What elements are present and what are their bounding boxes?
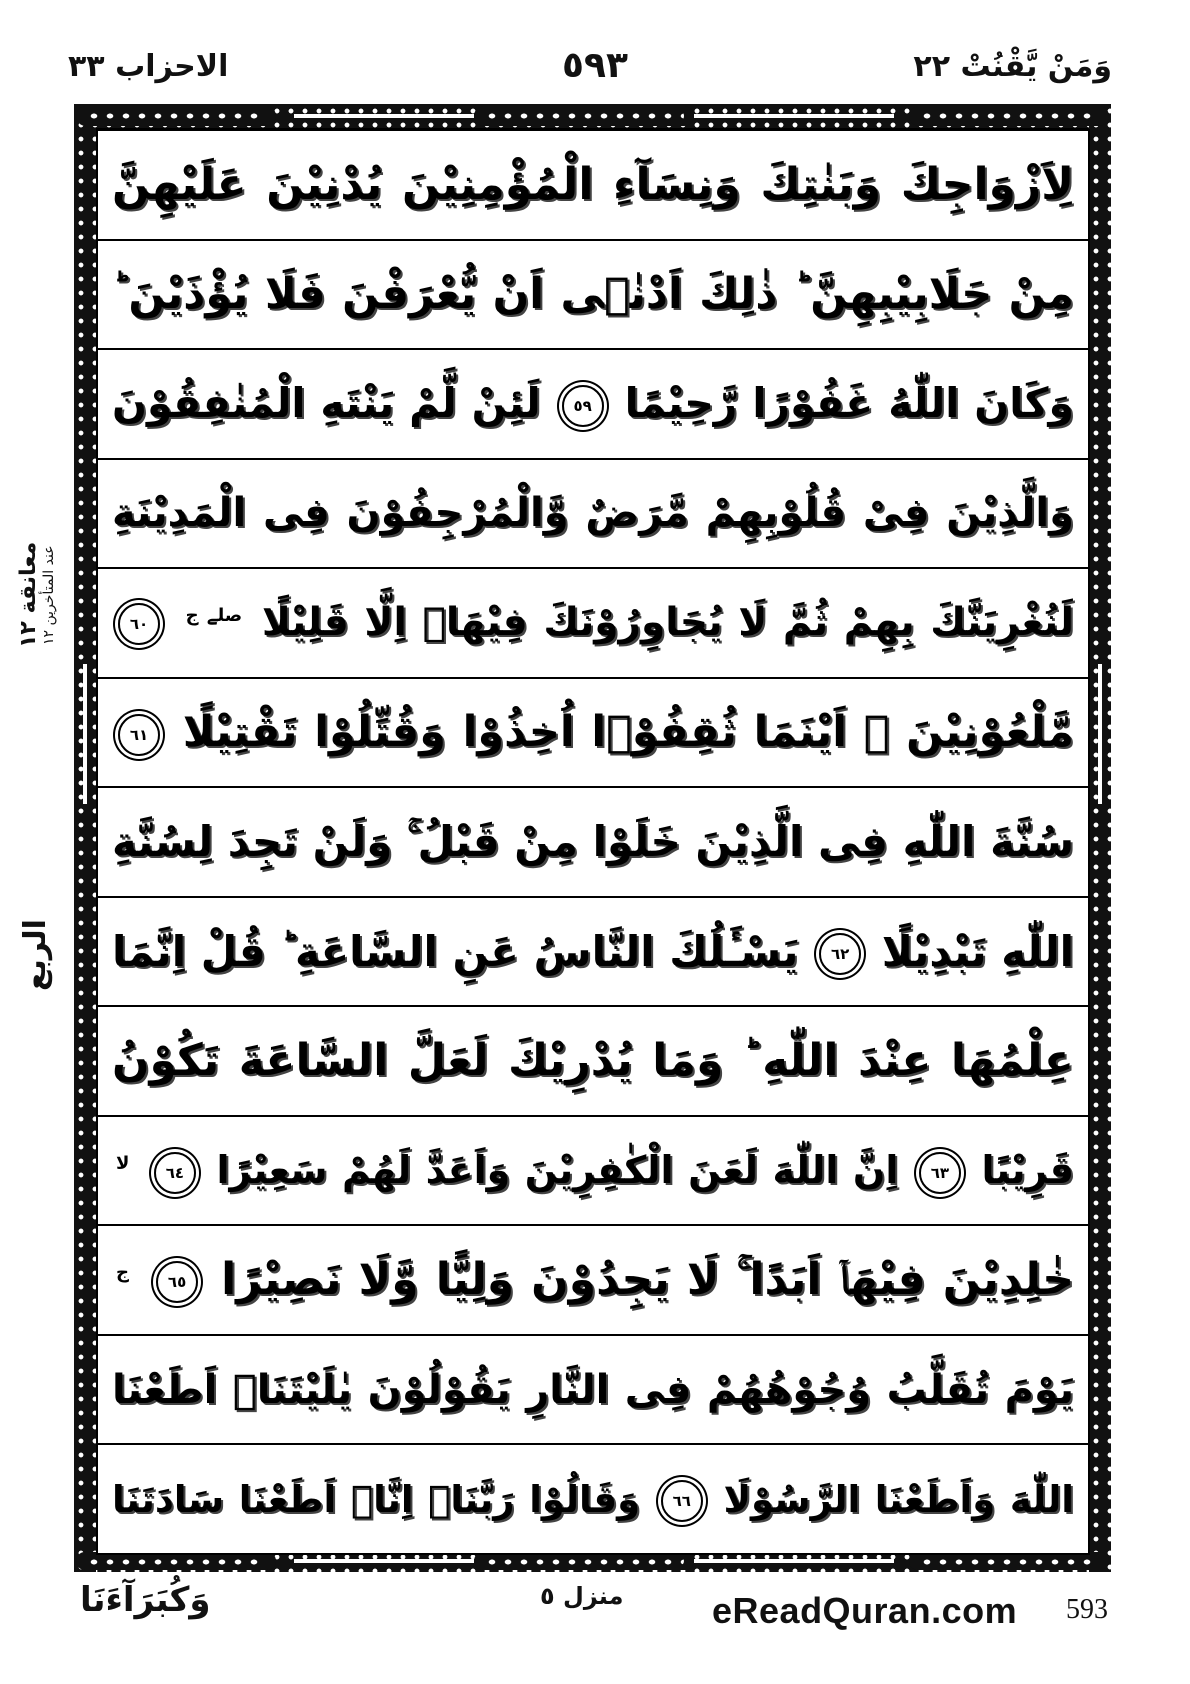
ruku-note-sub: عند المتأخرين ١٢ <box>41 545 57 645</box>
line-text-part: اللّٰهِ تَبْدِيْلًا <box>881 926 1075 976</box>
quran-text-panel <box>96 129 1090 1555</box>
line-text: لِاَزْوَاجِكَ وَبَنٰتِكَ وَنِسَآءِ الْمُؤْمِنِيْنَ يُدْنِيْنَ عَلَيْهِنَّ <box>112 158 1074 210</box>
text-line-1 <box>98 131 1088 241</box>
line-text-part: اللّٰهَ وَاَطَعْنَا الرَّسُوْلَا <box>723 1477 1074 1521</box>
waqf-sign: لا <box>116 1153 130 1175</box>
line-text <box>112 698 1074 767</box>
ayah-number-medallion: ٥٩ <box>562 385 604 427</box>
line-text-part: وَقَالُوْا رَبَّنَاۤ اِنَّاۤ اَطَعْنَا سَادَتَنَا <box>112 1477 641 1521</box>
ayah-number-medallion: ٦٤ <box>154 1152 196 1194</box>
text-line-7 <box>98 788 1088 898</box>
catchword: وَكُبَرَآءَنَا <box>80 1580 211 1620</box>
text-line-11 <box>98 1226 1088 1336</box>
rub-margin-label: الربع <box>18 919 53 991</box>
website-watermark[interactable]: eReadQuran.com <box>712 1590 1018 1631</box>
line-text-part: اِنَّ اللّٰهَ لَعَنَ الْكٰفِرِيْنَ وَاَعَدَّ لَهُمْ سَعِيْرًا <box>216 1148 899 1193</box>
line-text-part: خٰلِدِيْنَ فِيْهَاۤ اَبَدًا ۚ لَا يَجِدُوْنَ وَلِيًّا وَّلَا نَصِيْرًا <box>221 1253 1074 1305</box>
line-text-part: لَئِنْ لَّمْ يَنْتَهِ الْمُنٰفِقُوْنَ <box>112 379 541 428</box>
waqf-sign: صلے ج <box>185 604 243 626</box>
text-line-12 <box>98 1336 1088 1446</box>
line-text-part: مَّلْعُوْنِيْنَ ۛ اَيْنَمَا ثُقِفُوْۤا اُخِذُوْا وَقُتِّلُوْا تَقْتِيْلًا <box>182 707 1074 758</box>
text-line-4 <box>98 460 1088 570</box>
line-text: مِنْ جَلَابِيْبِهِنَّ ؕ ذٰلِكَ اَدْنٰۤى اَنْ يُّعْرَفْنَ فَلَا يُؤْذَيْنَ ؕ <box>112 268 1074 319</box>
border-rule <box>83 664 87 804</box>
line-text <box>112 371 1074 437</box>
border-rule <box>294 114 474 118</box>
text-line-5 <box>98 569 1088 679</box>
text-line-2 <box>98 241 1088 351</box>
border-left-ornament <box>74 104 96 1572</box>
line-text <box>112 592 1074 654</box>
manzil-label: منزل ٥ <box>540 1582 624 1610</box>
juz-name-header: وَمَنْ يَّقْنُتْ ٢٢ <box>913 49 1112 84</box>
line-text: وَالَّذِيْنَ فِىْ قُلُوْبِهِمْ مَّرَضٌ وَّالْمُرْجِفُوْنَ فِى الْمَدِيْنَةِ <box>112 490 1074 537</box>
text-line-10 <box>98 1117 1088 1227</box>
border-rule <box>1098 664 1102 804</box>
surah-name-header: الاحزاب ٣٣ <box>68 49 229 84</box>
text-line-9 <box>98 1007 1088 1117</box>
line-text: يَوْمَ تُقَلَّبُ وُجُوْهُهُمْ فِى النَّارِ يَقُوْلُوْنَ يٰلَيْتَنَاۤ اَطَعْنَا <box>112 1366 1074 1413</box>
line-text <box>112 1470 1074 1529</box>
page-number: 593 <box>1066 1594 1108 1625</box>
text-line-3 <box>98 350 1088 460</box>
line-text: عِلْمُهَا عِنْدَ اللّٰهِ ؕ وَمَا يُدْرِيْكَ لَعَلَّ السَّاعَةَ تَكُوْنُ <box>112 1034 1074 1086</box>
ayah-number-medallion: ٦٠ <box>118 603 160 645</box>
border-rule <box>694 1559 894 1563</box>
border-rule <box>294 1559 474 1563</box>
ayah-number-medallion: ٦٥ <box>156 1261 198 1303</box>
ayah-number-medallion: ٦١ <box>118 714 160 756</box>
line-text-part: وَكَانَ اللّٰهُ غَفُوْرًا رَّحِيْمًا <box>624 379 1074 428</box>
border-rule <box>694 114 894 118</box>
border-right-ornament <box>1089 104 1111 1572</box>
line-text <box>112 1245 1074 1315</box>
line-text-part: يَسْـَٔلُكَ النَّاسُ عَنِ السَّاعَةِ ؕ قُلْ اِنَّمَا <box>112 926 799 976</box>
ruku-margin-note <box>16 500 57 690</box>
page-number-arabic: ٥٩٣ <box>562 45 628 86</box>
ayah-number-medallion: ٦٦ <box>661 1480 703 1522</box>
line-text-part: قَرِيْبًا <box>981 1148 1075 1193</box>
text-line-13 <box>98 1445 1088 1553</box>
line-text: سُنَّةَ اللّٰهِ فِى الَّذِيْنَ خَلَوْا مِنْ قَبْلُ ۚ وَلَنْ تَجِدَ لِسُنَّةِ <box>112 817 1074 867</box>
line-text <box>112 918 1074 985</box>
corner-ornament <box>76 106 276 126</box>
corner-ornament <box>909 106 1109 126</box>
waqf-sign: ج <box>116 1262 129 1284</box>
line-text-part: لَنُغْرِيَنَّكَ بِهِمْ ثُمَّ لَا يُجَاوِرُوْنَكَ فِيْهَاۤ اِلَّا قَلِيْلًا <box>261 599 1075 645</box>
ruku-note-main: معانقة ١٢ <box>16 541 41 649</box>
ayah-number-medallion: ٦٢ <box>819 933 861 975</box>
text-line-6 <box>98 679 1088 789</box>
line-text <box>112 1140 1074 1201</box>
ayah-number-medallion: ٦٣ <box>919 1152 961 1194</box>
text-line-8 <box>98 898 1088 1008</box>
cartouche-ornament <box>474 106 694 126</box>
